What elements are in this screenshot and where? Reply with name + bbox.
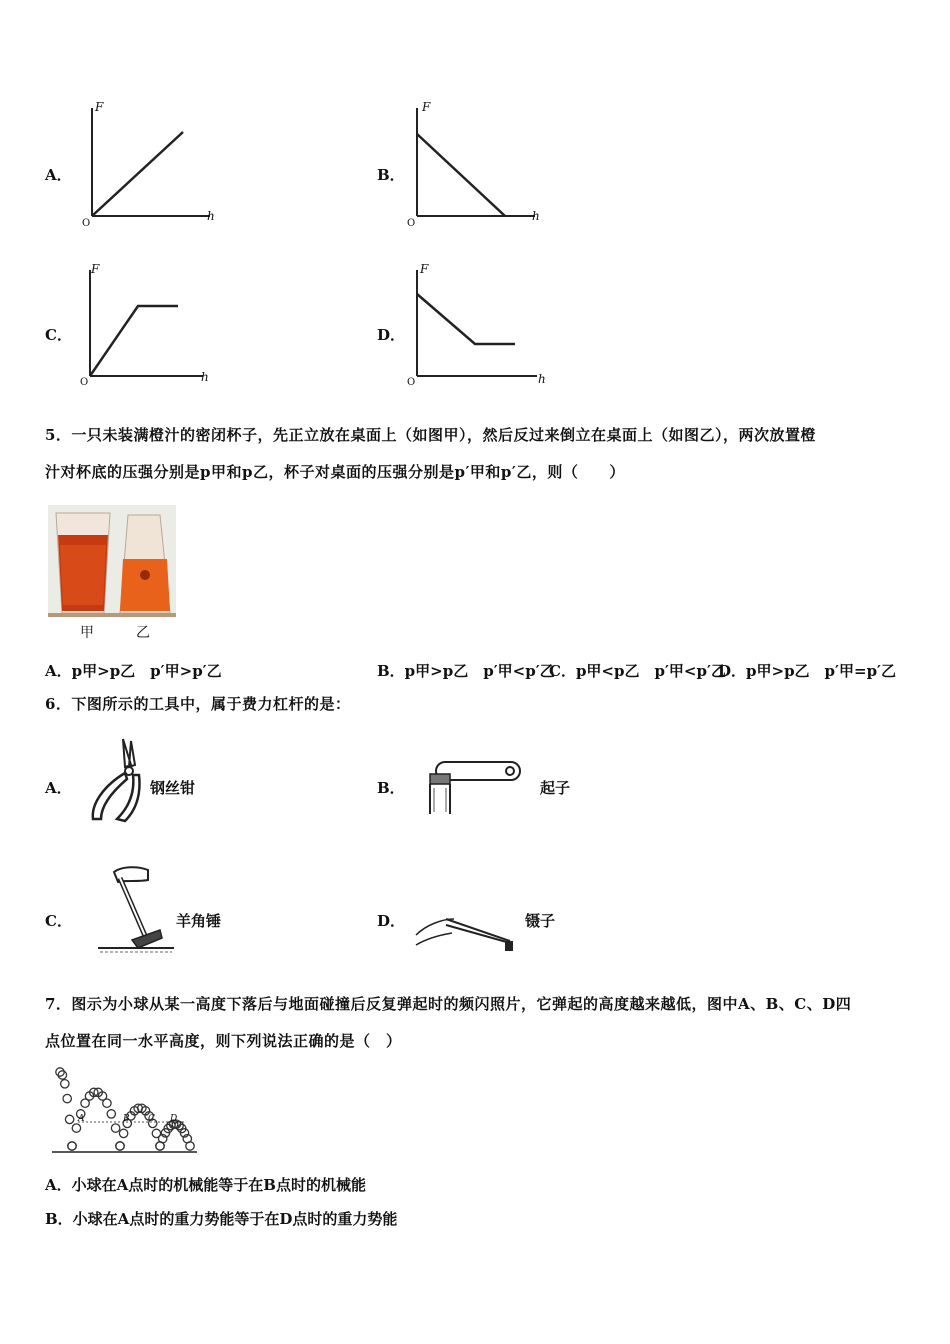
option-d-label: D． (377, 326, 406, 344)
q5-stem-line1: 5．一只未装满橙汁的密闭杯子，先正立放在桌面上（如图甲），然后反过来倒立在桌面上（如图乙），两次放置橙 (45, 426, 816, 444)
option-a-label: A． (45, 166, 72, 184)
graph-a-x-label: h (207, 209, 215, 223)
q6-option-c-name: 羊角锤 (176, 912, 222, 930)
q5-option-b: B．p甲>p乙 p′甲<p′乙 (377, 662, 555, 680)
graph-a-y-label: F (95, 100, 104, 114)
caption-yi: 乙 (136, 625, 150, 641)
q6-option-a-name: 钢丝钳 (150, 779, 196, 797)
strobe-ball (107, 1110, 115, 1118)
q6-option-b-label: B． (377, 779, 405, 797)
point-d-label: D (170, 1114, 178, 1124)
q6-stem: 6．下图所示的工具中，属于费力杠杆的是： (45, 695, 351, 713)
strobe-ball (61, 1080, 69, 1088)
graph-b-origin: O (407, 218, 416, 229)
q7-option-a: A．小球在A点时的机械能等于在B点时的机械能 (45, 1176, 366, 1194)
graph-c-y-label: F (91, 262, 100, 276)
option-c-label: C． (45, 326, 72, 344)
option-b-label: B． (377, 166, 405, 184)
graph-c (78, 262, 218, 392)
claw-hammer-icon (98, 858, 176, 954)
strobe-ball (186, 1142, 194, 1150)
graph-b-x-label: h (532, 209, 540, 223)
q5-option-c: C．p甲<p乙 p′甲<p′乙 (549, 662, 726, 680)
q7-stem-line2: 点位置在同一水平高度，则下列说法正确的是（ ） (45, 1032, 402, 1050)
q6-option-c-label: C． (45, 912, 72, 930)
q6-option-d-name: 镊子 (525, 912, 556, 930)
q6-option-b-name: 起子 (540, 779, 571, 797)
q6-option-d-label: D． (377, 912, 406, 930)
q6-option-a-label: A． (45, 779, 72, 797)
strobe-ball (103, 1099, 111, 1107)
strobe-ball (119, 1129, 127, 1137)
graph-b (405, 100, 545, 230)
strobe-ball (63, 1094, 71, 1102)
graph-d-origin: O (407, 377, 416, 388)
graph-c-x-label: h (201, 370, 209, 384)
q7-stem-line1: 7．图示为小球从某一高度下落后与地面碰撞后反复弹起时的频闪照片，它弹起的高度越来越低，图中A、B、C、D四 (45, 995, 852, 1013)
graph-a-origin: O (82, 218, 91, 229)
graph-d-y-label: F (420, 262, 429, 276)
q7-option-b: B．小球在A点时的重力势能等于在D点时的重力势能 (45, 1210, 398, 1228)
point-b-label: B (123, 1114, 130, 1124)
strobe-ball (116, 1142, 124, 1150)
q5-option-d: D．p甲>p乙 p′甲=p′乙 (718, 662, 897, 680)
caption-jia: 甲 (80, 625, 94, 641)
q5-stem-line2: 汁对杯底的压强分别是p甲和p乙，杯子对桌面的压强分别是p′甲和p′乙，则（ ） (45, 463, 625, 481)
point-c-label: C (148, 1114, 155, 1124)
strobe-ball (72, 1124, 80, 1132)
point-a-label: A (78, 1114, 85, 1124)
bouncing-ball-strobe-photo (52, 1070, 197, 1155)
graph-c-origin: O (80, 377, 89, 388)
bottle-opener-icon (420, 758, 530, 816)
graph-d-x-label: h (538, 372, 546, 386)
q5-cups-photo (48, 505, 176, 617)
strobe-ball (65, 1115, 73, 1123)
strobe-ball (68, 1142, 76, 1150)
strobe-ball (111, 1124, 119, 1132)
pliers-icon (85, 735, 145, 825)
graph-b-y-label: F (422, 100, 431, 114)
tweezers-icon (412, 905, 522, 957)
q5-option-a: A．p甲>p乙 p′甲>p′乙 (45, 662, 222, 680)
graph-a (80, 100, 220, 230)
graph-d (405, 262, 550, 392)
